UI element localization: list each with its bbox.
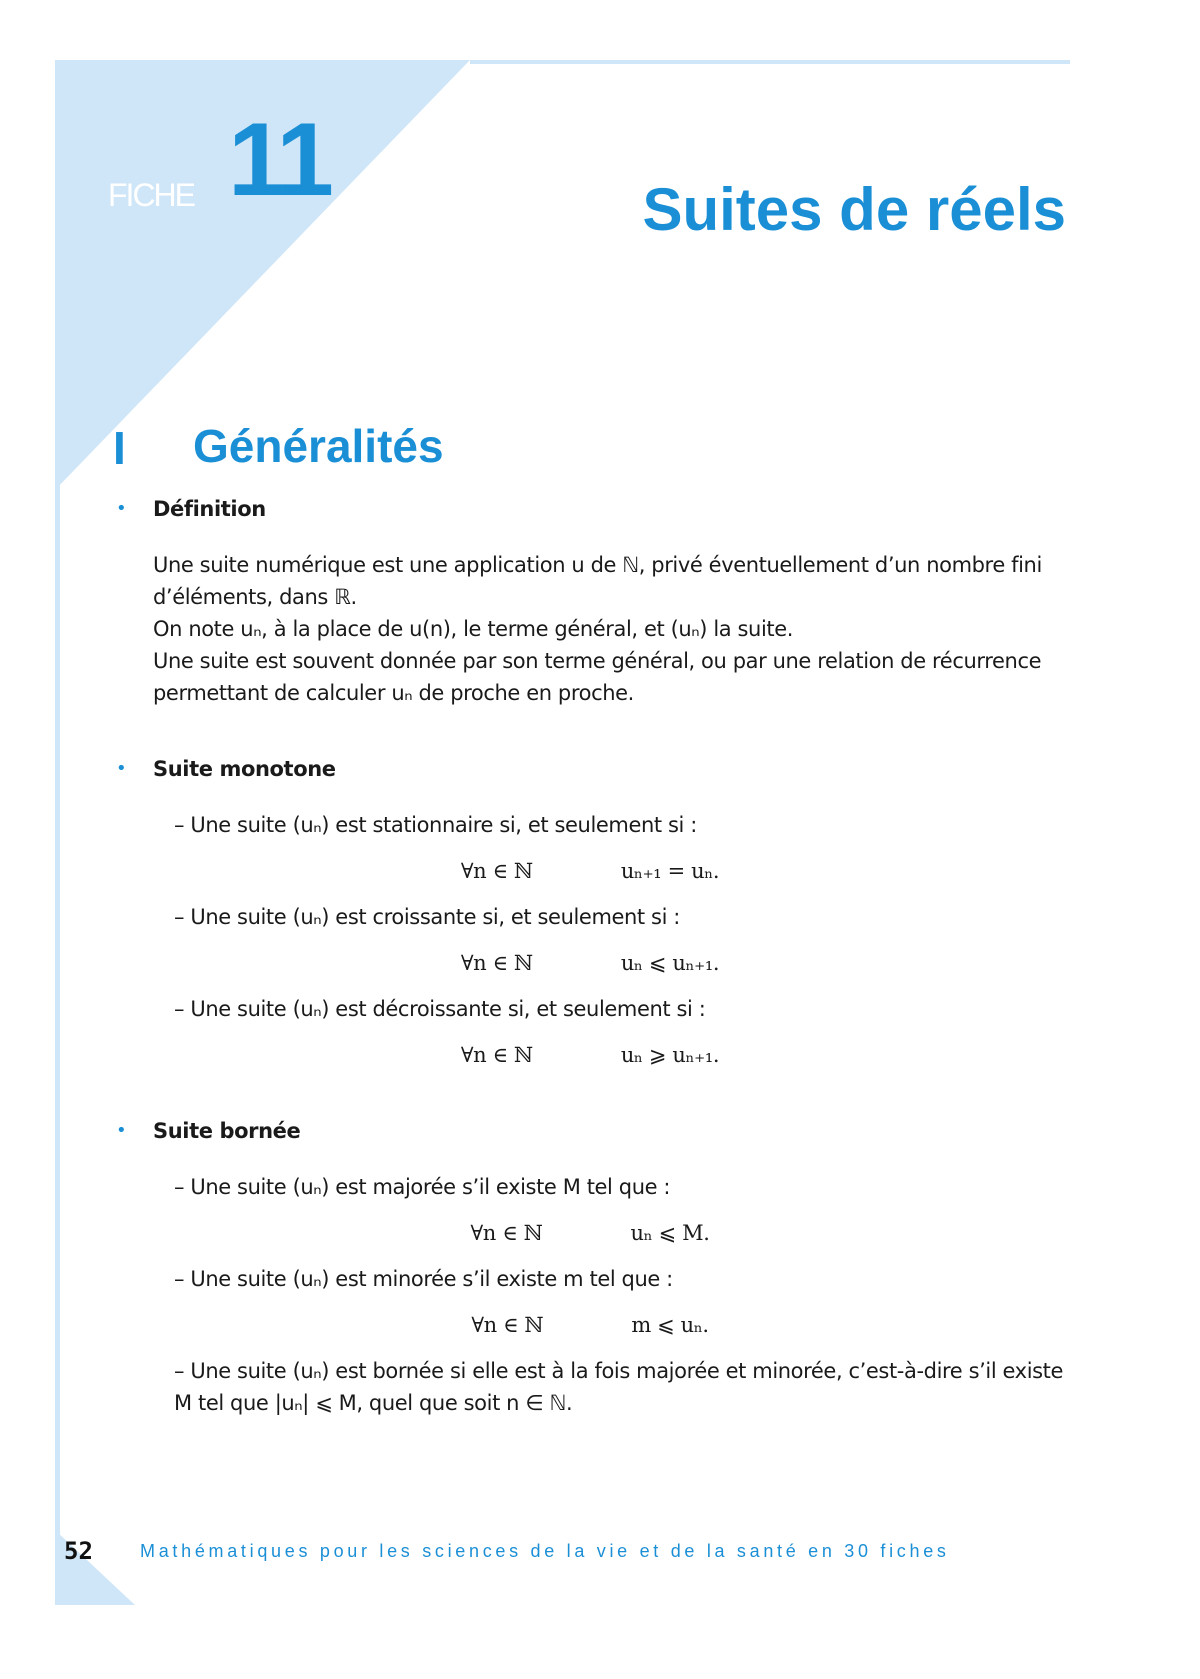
definition-paragraph-3: Une suite est souvent donnée par son terme général, ou par une relation de récurrence permettant de calculer uₙ de proche en proche. [153, 649, 1042, 705]
formula-minoree: ∀n ∈ ℕ m ⩽ uₙ. [471, 1313, 709, 1337]
definition-paragraph-1: Une suite numérique est une application u de ℕ, privé éventuellement d’un nombre fini d’éléments, dans ℝ. [153, 553, 1042, 609]
bornee-item-bornee: – Une suite (uₙ) est bornée si elle est à la fois majorée et minorée, c’est-à-dire s’il existe M tel que |uₙ| ⩽ M, quel que soit n ∈ ℕ. [174, 1359, 1064, 1415]
definition-paragraph-2: On note uₙ, à la place de u(n), le terme général, et (uₙ) la suite. [153, 617, 794, 641]
section-title: Généralités [193, 420, 444, 472]
bornee-item-majoree: – Une suite (uₙ) est majorée s’il existe M tel que : [174, 1175, 671, 1199]
bornee-item-minoree: – Une suite (uₙ) est minorée s’il existe m tel que : [174, 1267, 673, 1291]
formula-stationnaire: ∀n ∈ ℕ uₙ₊₁ = uₙ. [460, 859, 720, 883]
formula-decroissante: ∀n ∈ ℕ uₙ ⩾ uₙ₊₁. [460, 1043, 720, 1067]
monotone-heading: • Suite monotone [110, 753, 1070, 785]
monotone-item-croissante: – Une suite (uₙ) est croissante si, et seulement si : [174, 905, 680, 929]
running-footer: Mathématiques pour les sciences de la vie et de la santé en 30 fiches [140, 1541, 950, 1561]
page-title: Suites de réels [642, 176, 1066, 243]
bullet-icon: • [116, 498, 127, 519]
bullet-icon: • [116, 1120, 127, 1141]
definition-heading: • Définition [110, 493, 1070, 525]
left-margin-band [55, 60, 60, 1605]
section-number: I [113, 422, 126, 474]
formula-majoree: ∀n ∈ ℕ uₙ ⩽ M. [470, 1221, 710, 1245]
fiche-number: 11 [228, 102, 330, 218]
main-content [110, 493, 1070, 1419]
fiche-label: FICHE [108, 177, 194, 213]
page-number: 52 [64, 1537, 93, 1565]
monotone-item-decroissante: – Une suite (uₙ) est décroissante si, et seulement si : [174, 997, 706, 1021]
formula-croissante: ∀n ∈ ℕ uₙ ⩽ uₙ₊₁. [460, 951, 720, 975]
bullet-icon: • [116, 758, 127, 779]
top-rule [470, 60, 1070, 64]
bornee-heading: • Suite bornée [110, 1115, 1070, 1147]
monotone-item-stationnaire: – Une suite (uₙ) est stationnaire si, et seulement si : [174, 813, 697, 837]
